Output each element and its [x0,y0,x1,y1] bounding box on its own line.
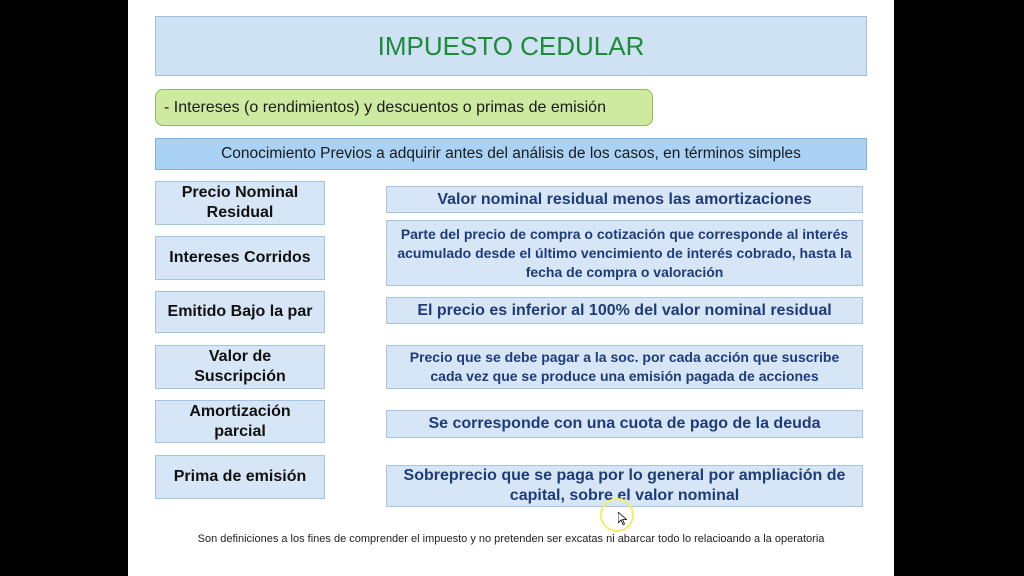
footnote: Son definiciones a los fines de comprender el impuesto y no pretenden ser excatas ni abarcar todo lo relacioando a la operatoria [197,533,825,545]
definition-prima-de-emision: Sobreprecio que se paga por lo general por ampliación de capital, sobre el valor nominal [386,465,863,507]
slide-subtitle: - Intereses (o rendimientos) y descuentos o primas de emisión [155,89,653,126]
term-valor-de-suscripcion: Valor de Suscripción [155,345,325,389]
cursor-highlight [600,498,634,532]
term-emitido-bajo-la-par: Emitido Bajo la par [155,291,325,333]
definition-valor-de-suscripcion: Precio que se debe pagar a la soc. por cada acción que suscribe cada vez que se produce una emisión pagada de acciones [386,345,863,389]
definition-intereses-corridos: Parte del precio de compra o cotización que corresponde al interés acumulado desde el último vencimiento de interés cobrado, hasta la fecha de compra o valoración [386,220,863,286]
term-intereses-corridos: Intereses Corridos [155,236,325,280]
definition-precio-nominal-residual: Valor nominal residual menos las amortizaciones [386,186,863,213]
definition-amortizacion-parcial: Se corresponde con una cuota de pago de la deuda [386,410,863,438]
slide [128,0,894,576]
term-prima-de-emision: Prima de emisión [155,455,325,499]
mouse-pointer-icon [618,512,627,525]
definition-emitido-bajo-la-par: El precio es inferior al 100% del valor nominal residual [386,297,863,324]
term-amortizacion-parcial: Amortización parcial [155,400,325,443]
section-banner: Conocimiento Previos a adquirir antes del análisis de los casos, en términos simples [155,138,867,170]
term-precio-nominal-residual: Precio Nominal Residual [155,181,325,225]
slide-title: IMPUESTO CEDULAR [155,16,867,76]
